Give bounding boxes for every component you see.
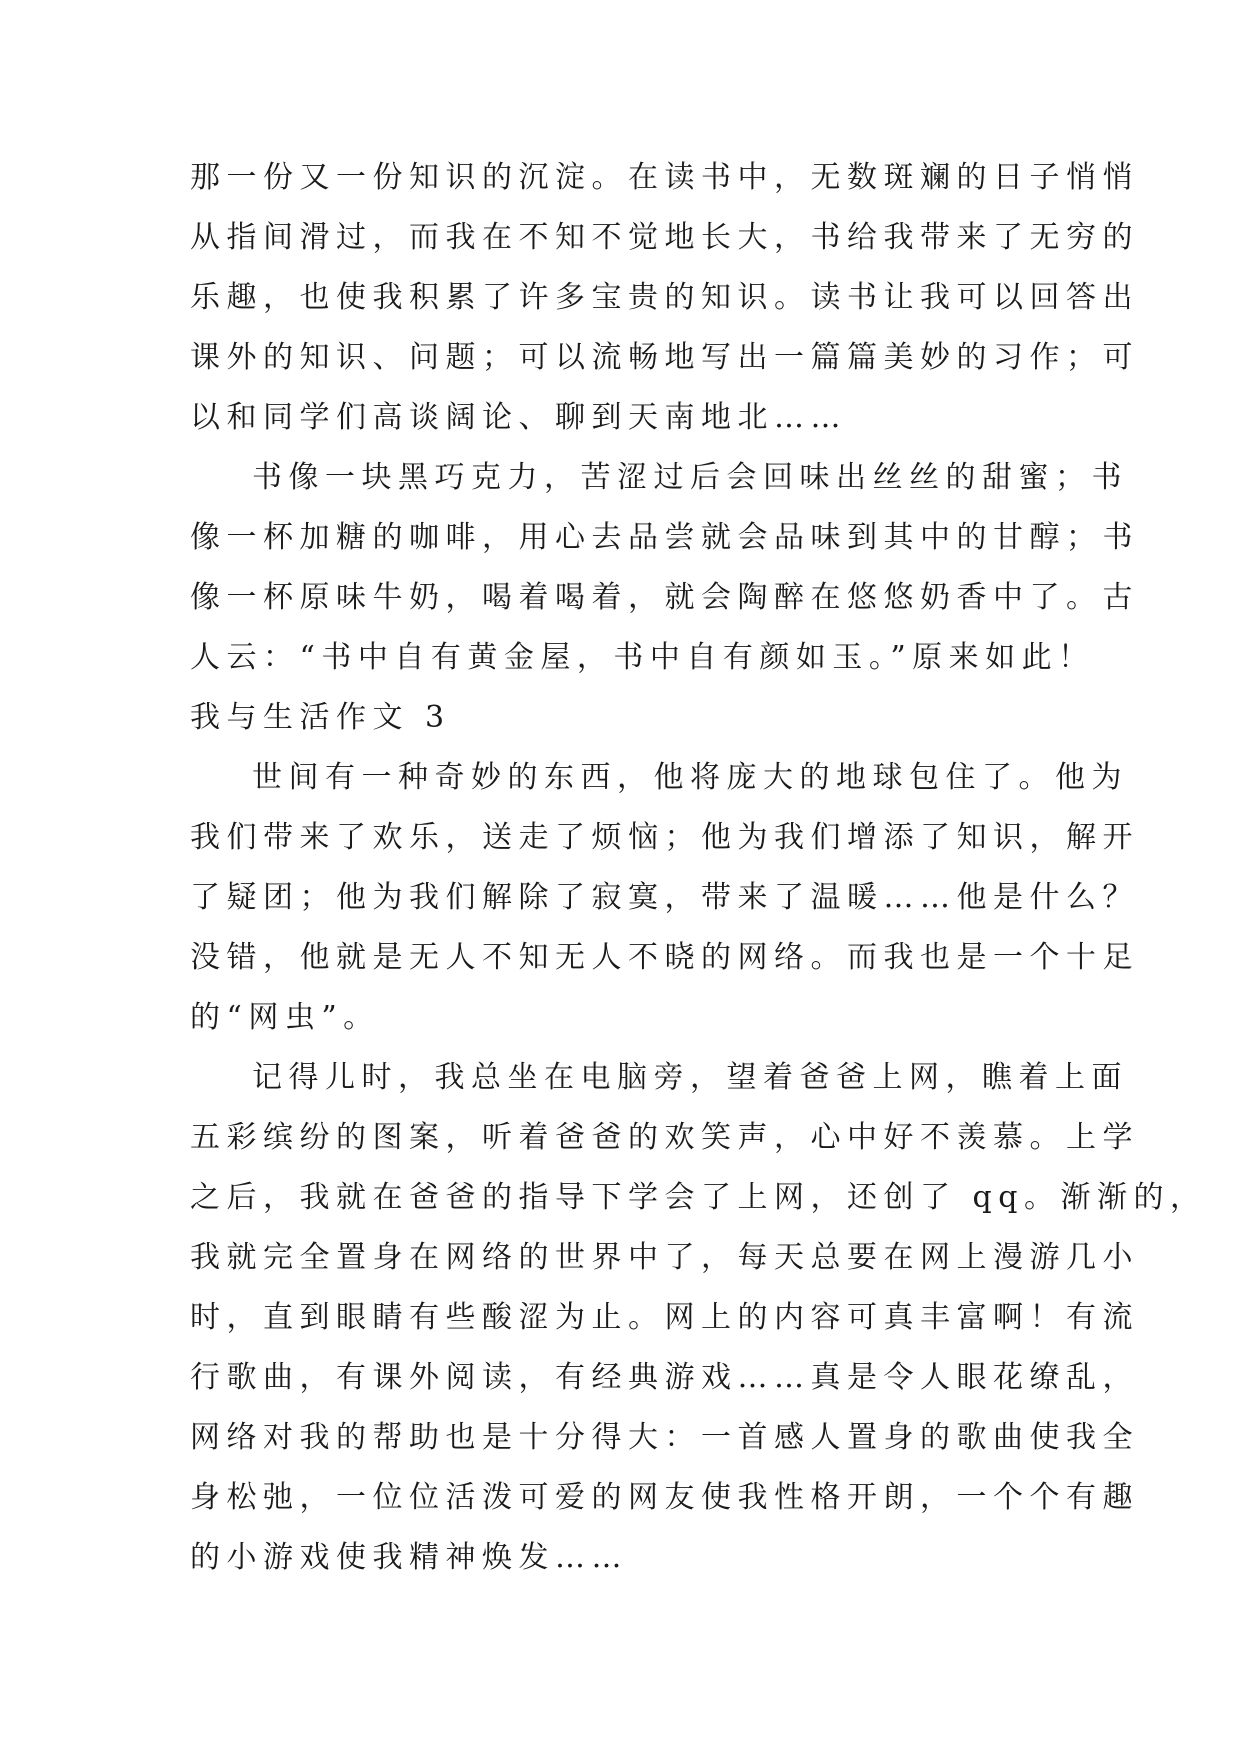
text-line: 那一份又一份知识的沉淀。在读书中，无数斑斓的日子悄悄 — [190, 160, 1139, 195]
text-line: 没错，他就是无人不知无人不晓的网络。而我也是一个十足 — [190, 940, 1139, 975]
text-line: 五彩缤纷的图案，听着爸爸的欢笑声，心中好不羡慕。上学 — [190, 1120, 1139, 1155]
text-line: 行歌曲，有课外阅读，有经典游戏……真是令人眼花缭乱， — [190, 1360, 1139, 1395]
section-heading: 我与生活作文 3 — [190, 700, 451, 735]
text-line: 的“网虫”。 — [190, 1000, 380, 1035]
text-line: 我就完全置身在网络的世界中了，每天总要在网上漫游几小 — [190, 1240, 1139, 1275]
text-line: 了疑团；他为我们解除了寂寞，带来了温暖……他是什么？ — [190, 880, 1139, 915]
text-line: 世间有一种奇妙的东西，他将庞大的地球包住了。他为 — [252, 760, 1128, 795]
text-line: 网络对我的帮助也是十分得大：一首感人置身的歌曲使我全 — [190, 1420, 1139, 1455]
text-line: 记得儿时，我总坐在电脑旁，望着爸爸上网，瞧着上面 — [252, 1060, 1128, 1095]
text-line: 课外的知识、问题；可以流畅地写出一篇篇美妙的习作；可 — [190, 340, 1139, 375]
text-line: 像一杯原味牛奶，喝着喝着，就会陶醉在悠悠奶香中了。古 — [190, 580, 1139, 615]
document-body — [190, 148, 1207, 1588]
text-line: 以和同学们高谈阔论、聊到天南地北…… — [190, 400, 847, 435]
text-line: 像一杯加糖的咖啡，用心去品尝就会品味到其中的甘醇；书 — [190, 520, 1139, 555]
text-line: 的小游戏使我精神焕发…… — [190, 1540, 628, 1575]
text-line: 人云：“书中自有黄金屋，书中自有颜如玉。”原来如此！ — [190, 640, 1095, 675]
text-line: 身松弛，一位位活泼可爱的网友使我性格开朗，一个个有趣 — [190, 1480, 1139, 1515]
text-line: 从指间滑过，而我在不知不觉地长大，书给我带来了无穷的 — [190, 220, 1139, 255]
text-line: 时，直到眼睛有些酸涩为止。网上的内容可真丰富啊！有流 — [190, 1300, 1139, 1335]
text-line: 之后，我就在爸爸的指导下学会了上网，还创了 qq。渐渐的， — [190, 1180, 1207, 1215]
text-line: 乐趣，也使我积累了许多宝贵的知识。读书让我可以回答出 — [190, 280, 1139, 315]
text-line: 书像一块黑巧克力，苦涩过后会回味出丝丝的甜蜜；书 — [252, 460, 1128, 495]
text-line: 我们带来了欢乐，送走了烦恼；他为我们增添了知识，解开 — [190, 820, 1139, 855]
